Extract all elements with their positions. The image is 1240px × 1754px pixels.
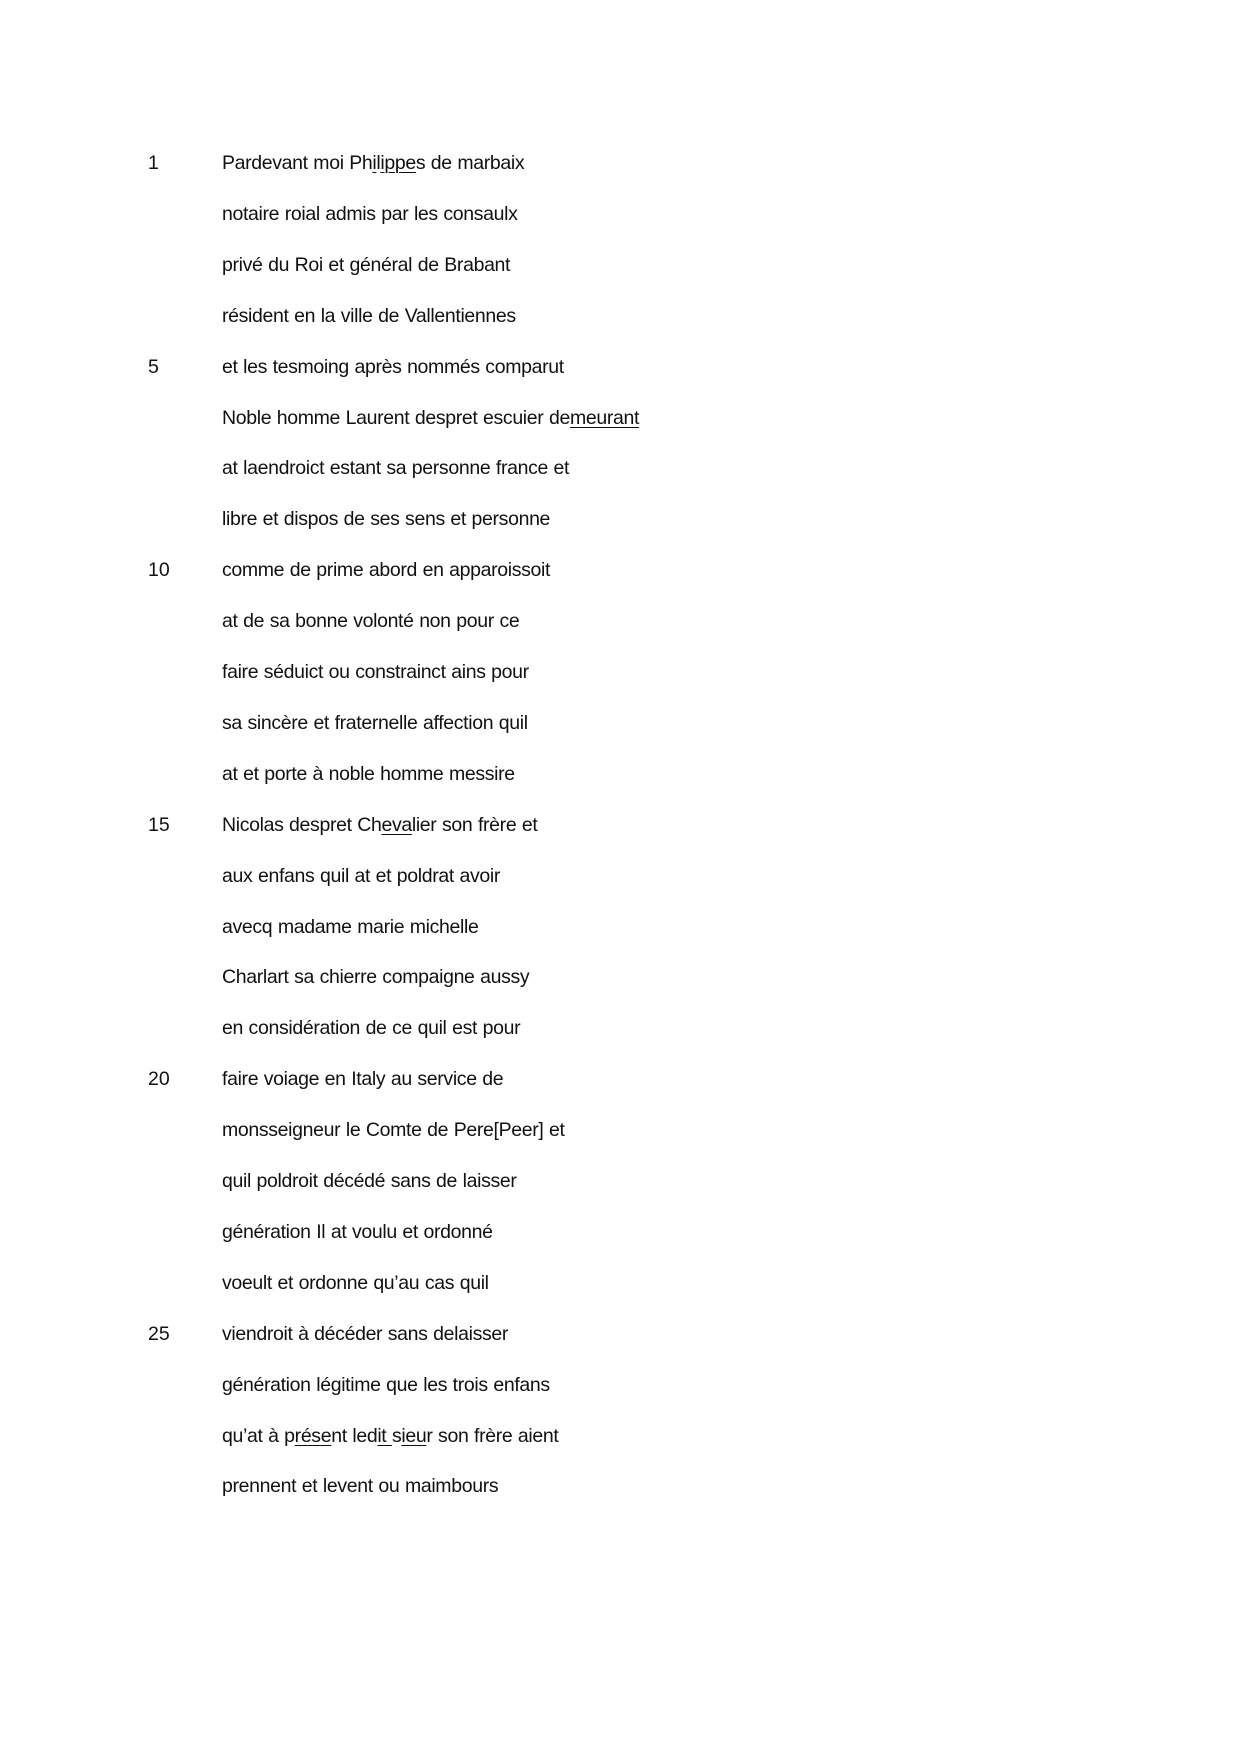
text-segment: libre et dispos de ses sens et personne (222, 508, 551, 531)
line-text (222, 405, 639, 431)
line-text (222, 1219, 493, 1245)
line-text (222, 150, 524, 176)
transcription-line (0, 1321, 1240, 1372)
line-number: 5 (148, 355, 159, 378)
text-segment: at laendroict estant sa personne france et (222, 457, 570, 480)
line-text (222, 1270, 489, 1296)
line-text (222, 1473, 498, 1499)
text-segment: aux enfans quil at et poldrat avoir (222, 864, 501, 887)
transcription-line (0, 506, 1240, 557)
text-segment: faire séduict ou constrainct ains pour (222, 661, 529, 683)
text-segment: avecq madame marie michelle (222, 915, 479, 938)
transcription-line (0, 914, 1240, 965)
text-segment: r son frère aient (426, 1424, 559, 1447)
text-segment: l (376, 152, 381, 174)
text-segment: résident en la ville de Vallentiennes (222, 304, 516, 327)
text-segment: Charlart sa chierre compaigne aussy (222, 966, 530, 989)
text-segment: monsseigneur le Comte de Pere[Peer] et (222, 1119, 565, 1142)
text-segment: at et porte à noble homme messire (222, 762, 515, 785)
transcription-line (0, 557, 1240, 608)
transcription-line (0, 303, 1240, 354)
text-segment: privé du Roi et général de Brabant (222, 253, 511, 276)
transcription-line (0, 863, 1240, 914)
transcription-line (0, 710, 1240, 761)
transcription-line (0, 1270, 1240, 1321)
text-segment: et les tesmoing après nommés comparut (222, 355, 564, 378)
text-segment: génération légitime que les trois enfans (222, 1373, 550, 1396)
line-text (222, 557, 550, 583)
line-text (222, 710, 528, 736)
transcription-line (0, 354, 1240, 405)
underlined-expansion: ieu (401, 1424, 427, 1447)
line-number: 15 (148, 813, 170, 836)
underlined-expansion: meurant (570, 406, 640, 429)
line-text (222, 506, 550, 532)
text-segment: Noble homme Laurent despret escuier de (222, 406, 570, 429)
transcription-line (0, 1168, 1240, 1219)
underlined-expansion: ippe (380, 152, 416, 174)
line-text (222, 455, 569, 481)
line-text (222, 608, 519, 634)
text-segment: s de marbaix (415, 152, 525, 174)
text-segment: faire voiage en Italy au service de (222, 1068, 504, 1091)
line-text (222, 354, 564, 380)
text-segment: Nicolas despret Ch (222, 813, 382, 836)
transcription-line (0, 405, 1240, 456)
underlined-expansion: rése (294, 1424, 332, 1447)
text-segment: prennent et levent ou maimbours (222, 1475, 499, 1498)
text-segment: lier son frère et (411, 813, 538, 836)
transcription-line (0, 1066, 1240, 1117)
line-text (222, 863, 500, 889)
transcription-line (0, 1473, 1240, 1524)
text-segment: nt led (331, 1424, 378, 1447)
line-text (222, 1372, 550, 1398)
text-segment: sa sincère et fraternelle affection quil (222, 711, 528, 734)
line-text (222, 1015, 520, 1041)
text-segment: comme de prime abord en apparoissoit (222, 559, 551, 582)
transcription-line (0, 1117, 1240, 1168)
transcription-line (0, 1423, 1240, 1474)
line-number: 20 (148, 1068, 170, 1091)
transcription-line (0, 1219, 1240, 1270)
transcription-line (0, 659, 1240, 710)
line-text (222, 659, 529, 685)
underlined-expansion: it (377, 1424, 392, 1447)
underlined-expansion: i (372, 152, 377, 174)
line-text (222, 1423, 558, 1449)
text-segment: at de sa bonne volonté non pour ce (222, 610, 520, 633)
line-text (222, 914, 479, 940)
text-segment: génération Il at voulu et ordonné (222, 1220, 493, 1243)
transcription-line (0, 812, 1240, 863)
line-number: 10 (148, 559, 170, 582)
transcription-line (0, 1372, 1240, 1423)
line-text (222, 303, 516, 329)
line-text (222, 201, 518, 227)
text-segment: viendroit à décéder sans delaisser (222, 1322, 509, 1345)
transcription-line (0, 964, 1240, 1015)
text-segment: voeult et ordonne qu’au cas quil (222, 1271, 489, 1294)
line-text (222, 964, 529, 990)
underlined-expansion: eva (381, 813, 412, 836)
line-text (222, 1117, 565, 1143)
text-segment: Pardevant moi Ph (222, 152, 373, 174)
transcription-line (0, 608, 1240, 659)
text-segment: notaire roial admis par les consaulx (222, 202, 518, 225)
transcription-line (0, 201, 1240, 252)
line-text (222, 1168, 517, 1194)
transcription-line (0, 150, 1240, 201)
text-segment: quil poldroit décédé sans de laisser (222, 1170, 517, 1192)
transcription-line (0, 455, 1240, 506)
line-text (222, 252, 510, 278)
line-number: 25 (148, 1322, 170, 1345)
line-number: 1 (148, 152, 159, 174)
line-text (222, 812, 537, 838)
text-segment: qu’at à p (222, 1424, 295, 1447)
line-text (222, 761, 515, 787)
transcription-line (0, 1015, 1240, 1066)
text-segment: s (391, 1424, 402, 1447)
line-text (222, 1321, 508, 1347)
transcription-line (0, 761, 1240, 812)
transcription-line (0, 252, 1240, 303)
line-text (222, 1066, 503, 1092)
text-segment: en considération de ce quil est pour (222, 1017, 521, 1040)
